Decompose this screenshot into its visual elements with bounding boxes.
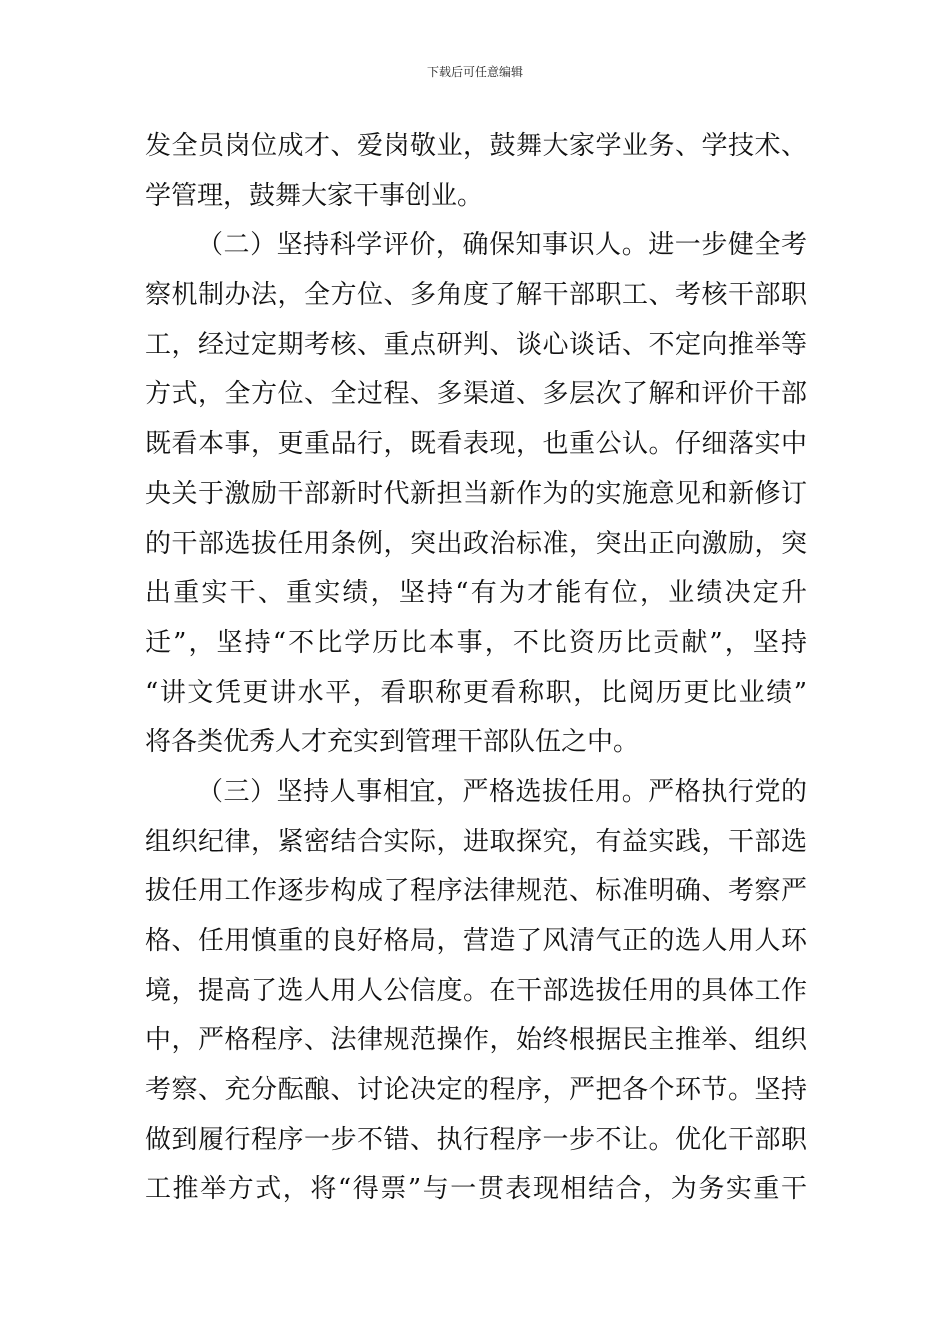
text-line: 既看本事，更重品行，既看表现，也重公认。仔细落实中 [145, 429, 807, 460]
text-line: 方式，全方位、全过程、多渠道、多层次了解和评价干部 [145, 379, 807, 410]
text-line: 央关于激励干部新时代新担当新作为的实施意见和新修订 [145, 478, 807, 509]
text-line: 察机制办法，全方位、多角度了解干部职工、考核干部职 [145, 280, 807, 311]
text-line: 学管理，鼓舞大家干事创业。 [145, 180, 484, 211]
text-line: 发全员岗位成才、爱岗敬业，鼓舞大家学业务、学技术、 [145, 131, 807, 161]
page-header: 下载后可任意编辑 [426, 65, 523, 79]
text-line: 将各类优秀人才充实到管理干部队伍之中。 [145, 727, 640, 758]
text-line: 工推举方式，将“得票”与一贯表现相结合，为务实重干 [145, 1174, 807, 1205]
text-line: 考察、充分酝酿、讨论决定的程序，严把各个环节。坚持 [145, 1075, 807, 1106]
paragraph-heading-line: （三）坚持人事相宜，严格选拔任用。严格执行党的 [197, 776, 807, 807]
text-line: “讲文凭更讲水平，看职称更看称职，比阅历更比业绩” [145, 677, 807, 708]
text-line: 中，严格程序、法律规范操作，始终根据民主推举、组织 [145, 1025, 807, 1056]
text-line: 拔任用工作逐步构成了程序法律规范、标准明确、考察严 [145, 876, 807, 907]
document-body [145, 122, 807, 1215]
text-line: 境，提高了选人用人公信度。在干部选拔任用的具体工作 [145, 975, 807, 1006]
text-line: 工，经过定期考核、重点研判、谈心谈话、不定向推举等 [145, 329, 807, 360]
text-line: 组织纪律，紧密结合实际，进取探究，有益实践，干部选 [145, 826, 807, 857]
text-line: 格、任用慎重的良好格局，营造了风清气正的选人用人环 [145, 926, 807, 956]
paragraph-heading-line: （二）坚持科学评价，确保知事识人。进一步健全考 [197, 230, 807, 261]
text-line: 做到履行程序一步不错、执行程序一步不让。优化干部职 [145, 1124, 807, 1155]
text-line: 的干部选拔任用条例，突出政治标准，突出正向激励，突 [145, 528, 807, 559]
text-line: 迁”，坚持“不比学历比本事，不比资历比贡献”，坚持 [145, 627, 807, 658]
text-line: 出重实干、重实绩，坚持“有为才能有位，业绩决定升 [145, 578, 807, 609]
